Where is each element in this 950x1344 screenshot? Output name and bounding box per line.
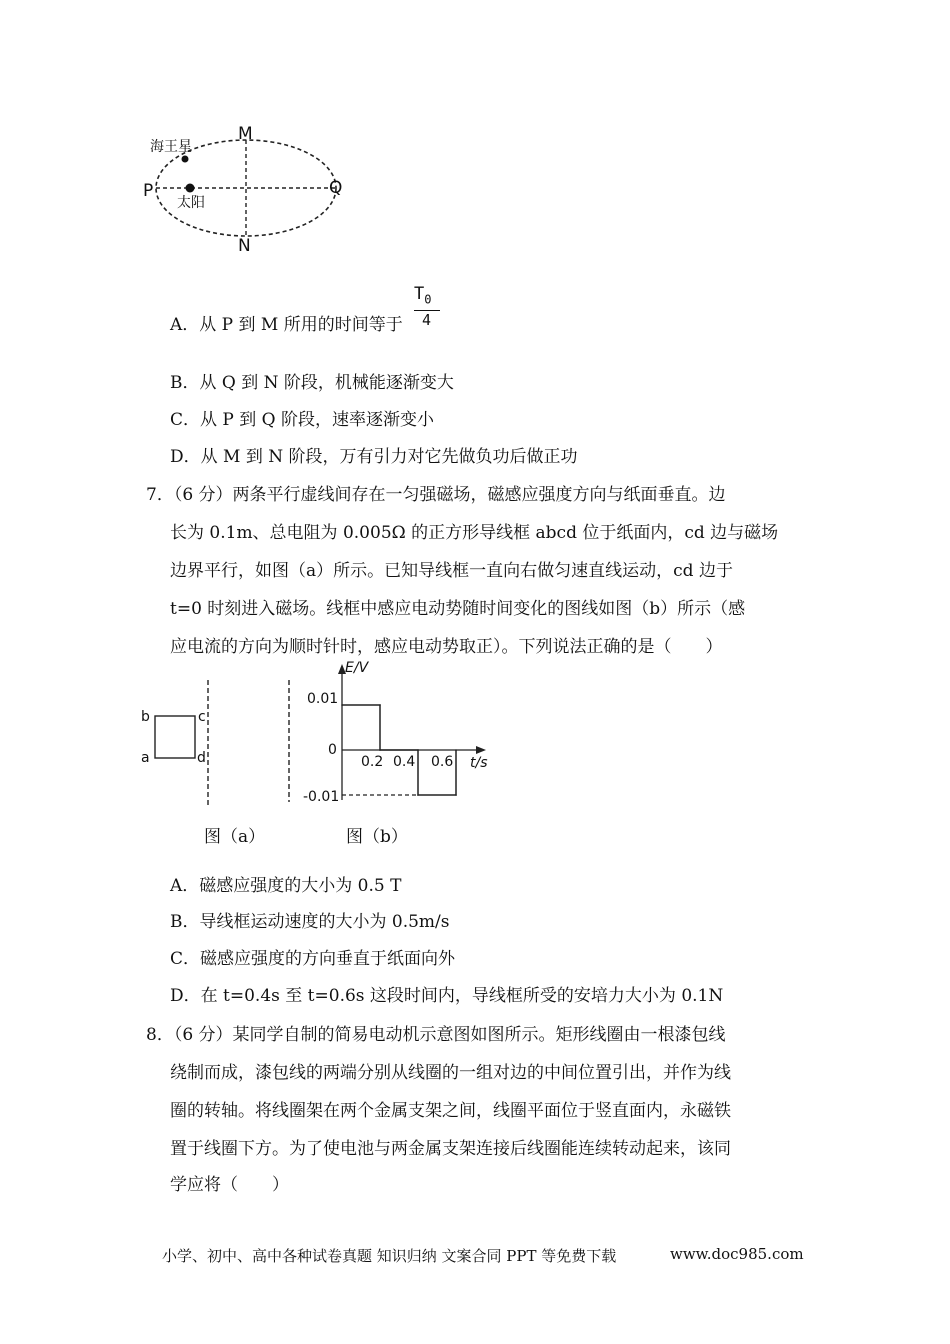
q8-line-4: 置于线圈下方。为了使电池与两金属支架连接后线圈能连续转动起来，该同 [170,1139,731,1159]
x-axis-arrow [476,746,486,754]
point-q-label: Q [329,178,343,198]
fraction-subscript: 0 [424,292,432,307]
label-b: b [141,709,150,725]
q6-option-a-text: A．从 P 到 M 所用的时间等于 [170,315,403,335]
x-tick-label: 0.6 [431,754,454,770]
q6-option-b: B．从 Q 到 N 阶段，机械能逐渐变大 [170,373,454,393]
emf-data-point [379,704,381,706]
q7-line-3: 边界平行，如图（a）所示。已知导线框一直向右做匀速直线运动，cd 边于 [170,561,733,581]
y-axis-label-text: E/V [345,660,369,676]
q7-line-1: 7．（6 分）两条平行虚线间存在一匀强磁场，磁感应强度方向与纸面垂直。边 [146,485,726,505]
q6-fraction [414,284,446,329]
sun-label: 太阳 [177,195,205,211]
figure-a [135,675,245,810]
q7-line-4: t=0 时刻进入磁场。线框中感应电动势随时间变化的图线如图（b）所示（感 [170,599,746,619]
x-axis-label [470,755,488,771]
fraction-denominator: 4 [422,311,432,330]
square-loop [155,716,195,758]
fraction-numerator: T [414,284,425,304]
q6-option-c: C．从 P 到 Q 阶段，速率逐渐变小 [170,410,434,430]
emf-data-point [455,794,457,796]
neptune-label: 海王星 [150,139,192,155]
point-m-label: M [238,124,253,144]
y-axis-label [345,660,368,676]
q8-line-3: 圈的转轴。将线圈架在两个金属支架之间，线圈平面位于竖直面内，永磁铁 [170,1101,731,1121]
emf-data-point [455,749,457,751]
emf-data-point [341,704,343,706]
y-tick-label: -0.01 [303,789,340,805]
point-n-label: N [238,236,251,256]
figure-a-caption: 图（a） [204,827,266,847]
footer-text: 小学、初中、高中各种试卷真题 知识归纳 文案合同 PPT 等免费下载 [162,1247,617,1265]
q7-option-b: B．导线框运动速度的大小为 0.5m/s [170,912,450,932]
emf-data-point [379,749,381,751]
q8-line-5: 学应将（ ） [170,1175,289,1195]
q8-line-1: 8．（6 分）某同学自制的简易电动机示意图如图所示。矩形线圈由一根漆包线 [146,1025,726,1045]
x-axis-label-text: t/s [470,755,488,771]
emf-data-point [417,794,419,796]
point-p-label: P [143,181,154,201]
q7-option-c: C．磁感应强度的方向垂直于纸面向外 [170,949,456,969]
q7-line-2: 长为 0.1m、总电阻为 0.005Ω 的正方形导线框 abcd 位于纸面内，cd 边与磁场 [170,523,779,543]
figure-b-caption: 图（b） [346,827,408,847]
q8-line-2: 绕制而成，漆包线的两端分别从线圈的一组对边的中间位置引出，并作为线 [170,1063,731,1083]
q7-line-5: 应电流的方向为顺时针时，感应电动势取正）。下列说法正确的是（ ） [170,637,723,657]
figure-b-chart [280,660,495,810]
label-d: d [197,750,206,766]
q6-option-d: D．从 M 到 N 阶段，万有引力对它先做负功后做正功 [170,447,578,467]
q6-option-a [170,313,403,337]
emf-data-point [417,749,419,751]
label-c: c [198,709,206,725]
q7-option-a: A．磁感应强度的大小为 0.5 T [170,876,402,896]
footer-url[interactable]: www.doc985.com [670,1245,804,1263]
neptune-dot [182,156,189,163]
label-a: a [141,750,150,766]
y-tick-label: 0.01 [307,691,339,707]
q7-option-d: D．在 t=0.4s 至 t=0.6s 这段时间内，导线框所受的安培力大小为 0.1N [170,986,724,1006]
x-tick-label: 0.4 [393,754,416,770]
y-tick-label: 0 [328,742,337,758]
x-tick-label: 0.2 [361,754,384,770]
